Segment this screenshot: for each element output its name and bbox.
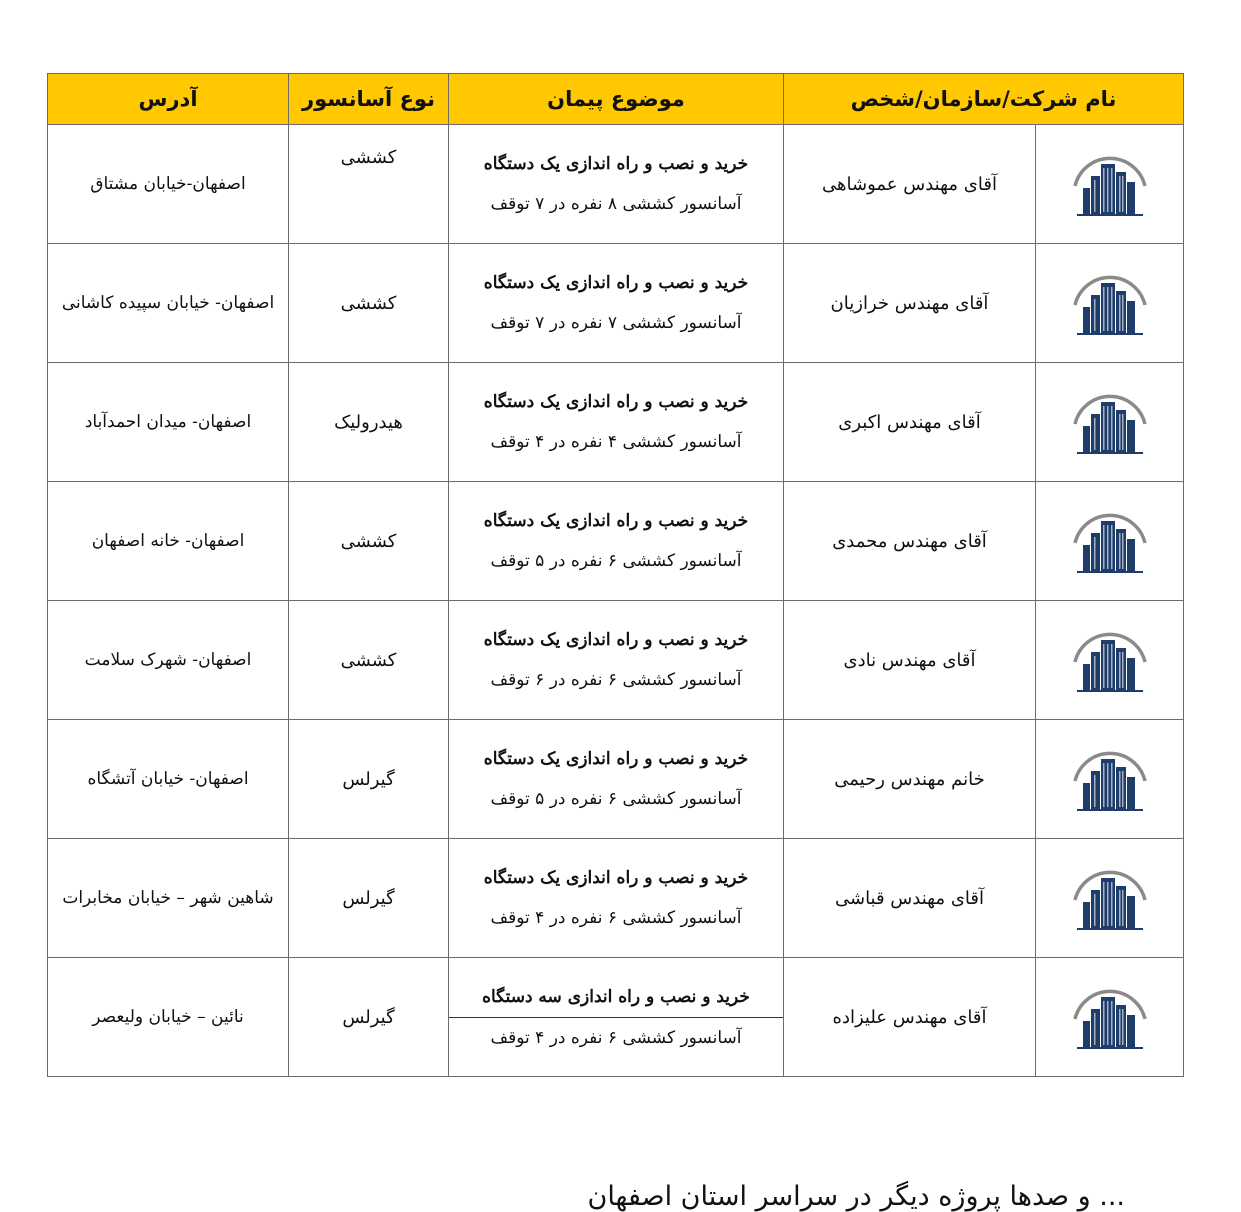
address-cell — [48, 958, 289, 1077]
name-cell — [784, 363, 1184, 482]
subject-line-2: آسانسور کششی ۶ نفره در ۶ توقف — [490, 670, 742, 690]
type-cell — [289, 125, 449, 244]
address-cell — [48, 244, 289, 363]
company-name: آقای مهندس خرازیان — [830, 292, 989, 314]
address-cell — [48, 363, 289, 482]
address-text: نائین – خیابان ولیعصر — [92, 1007, 244, 1027]
subject-line-1: خرید و نصب و راه اندازی یک دستگاه — [483, 630, 749, 650]
company-logo — [1035, 125, 1183, 243]
subject-line-2: آسانسور کششی ۶ نفره در ۵ توقف — [490, 789, 742, 809]
building-logo-icon — [1069, 507, 1151, 575]
company-name: آقای مهندس نادی — [843, 649, 976, 671]
type-cell — [289, 839, 449, 958]
address-text: اصفهان- خیابان آتشگاه — [87, 769, 249, 789]
elevator-type: گیرلس — [342, 768, 395, 790]
address-text: اصفهان- میدان احمدآباد — [84, 412, 252, 432]
type-cell — [289, 601, 449, 720]
company-logo — [1035, 958, 1183, 1076]
subject-cell — [449, 601, 784, 720]
company-name: آقای مهندس عموشاهی — [822, 173, 997, 195]
elevator-type: کششی — [340, 530, 397, 552]
type-cell — [289, 244, 449, 363]
name-cell — [784, 839, 1184, 958]
subject-line-2: آسانسور کششی ۷ نفره در ۷ توقف — [490, 313, 742, 333]
subject-cell — [449, 363, 784, 482]
subject-line-1: خرید و نصب و راه اندازی یک دستگاه — [483, 273, 749, 293]
type-cell — [289, 363, 449, 482]
company-name: خانم مهندس رحیمی — [834, 768, 985, 790]
type-cell — [289, 958, 449, 1077]
address-cell — [48, 601, 289, 720]
subject-line-1: خرید و نصب و راه اندازی سه دستگاه — [449, 977, 783, 1018]
building-logo-icon — [1069, 269, 1151, 337]
subject-cell — [449, 482, 784, 601]
building-logo-icon — [1069, 864, 1151, 932]
company-name: آقای مهندس محمدی — [832, 530, 987, 552]
name-cell — [784, 125, 1184, 244]
address-text: اصفهان- خانه اصفهان — [91, 531, 245, 551]
company-logo — [1035, 363, 1183, 481]
address-text: اصفهان- شهرک سلامت — [84, 650, 252, 670]
name-cell — [784, 720, 1184, 839]
header-type: نوع آسانسور — [289, 74, 449, 125]
company-name: آقای مهندس علیزاده — [832, 1006, 987, 1028]
address-cell — [48, 720, 289, 839]
company-logo — [1035, 244, 1183, 362]
table-row — [48, 839, 1184, 958]
company-logo — [1035, 720, 1183, 838]
subject-line-2: آسانسور کششی ۴ نفره در ۴ توقف — [490, 432, 742, 452]
table-row — [48, 601, 1184, 720]
company-logo — [1035, 839, 1183, 957]
table-row — [48, 244, 1184, 363]
table-row — [48, 482, 1184, 601]
subject-line-1: خرید و نصب و راه اندازی یک دستگاه — [483, 154, 749, 174]
document — [47, 73, 1183, 1212]
name-cell — [784, 958, 1184, 1077]
subject-line-1: خرید و نصب و راه اندازی یک دستگاه — [483, 868, 749, 888]
address-cell — [48, 125, 289, 244]
subject-line-2: آسانسور کششی ۶ نفره در ۵ توقف — [490, 551, 742, 571]
subject-cell — [449, 244, 784, 363]
header-subject: موضوع پیمان — [449, 74, 784, 125]
building-logo-icon — [1069, 388, 1151, 456]
company-name: آقای مهندس قباشی — [834, 887, 985, 909]
building-logo-icon — [1069, 983, 1151, 1051]
address-cell — [48, 482, 289, 601]
address-cell — [48, 839, 289, 958]
footer-note: ... و صدها پروژه دیگر در سراسر استان اصفهان — [587, 1181, 1125, 1212]
company-logo — [1035, 601, 1183, 719]
subject-line-2: آسانسور کششی ۶ نفره در ۴ توقف — [490, 908, 742, 928]
building-logo-icon — [1069, 745, 1151, 813]
table-row — [48, 958, 1184, 1077]
company-name: آقای مهندس اکبری — [838, 411, 981, 433]
address-text: شاهین شهر – خیابان مخابرات — [62, 888, 274, 908]
type-cell — [289, 720, 449, 839]
table-row — [48, 363, 1184, 482]
building-logo-icon — [1069, 150, 1151, 218]
header-address: آدرس — [48, 74, 289, 125]
name-cell — [784, 601, 1184, 720]
subject-line-1: خرید و نصب و راه اندازی یک دستگاه — [483, 749, 749, 769]
elevator-type: کششی — [340, 147, 397, 168]
subject-cell — [449, 720, 784, 839]
name-cell — [784, 244, 1184, 363]
subject-line-2: آسانسور کششی ۶ نفره در ۴ توقف — [490, 1027, 742, 1048]
subject-cell — [449, 958, 784, 1077]
address-text: اصفهان- خیابان سپیده کاشانی — [61, 293, 275, 313]
table-row — [48, 720, 1184, 839]
elevator-type: گیرلس — [342, 887, 395, 909]
elevator-type: گیرلس — [342, 1006, 395, 1028]
address-text: اصفهان-خیابان مشتاق — [90, 174, 246, 194]
elevator-type: کششی — [340, 649, 397, 671]
elevator-type: هیدرولیک — [334, 411, 403, 433]
subject-line-1: خرید و نصب و راه اندازی یک دستگاه — [483, 511, 749, 531]
type-cell — [289, 482, 449, 601]
building-logo-icon — [1069, 626, 1151, 694]
elevator-type: کششی — [340, 292, 397, 314]
projects-table — [47, 73, 1184, 1077]
table-row — [48, 125, 1184, 244]
subject-cell — [449, 839, 784, 958]
header-name: نام شرکت/سازمان/شخص — [784, 74, 1184, 125]
subject-line-1: خرید و نصب و راه اندازی یک دستگاه — [483, 392, 749, 412]
table-header-row — [48, 74, 1184, 125]
name-cell — [784, 482, 1184, 601]
subject-line-2: آسانسور کششی ۸ نفره در ۷ توقف — [490, 194, 742, 214]
subject-cell — [449, 125, 784, 244]
company-logo — [1035, 482, 1183, 600]
